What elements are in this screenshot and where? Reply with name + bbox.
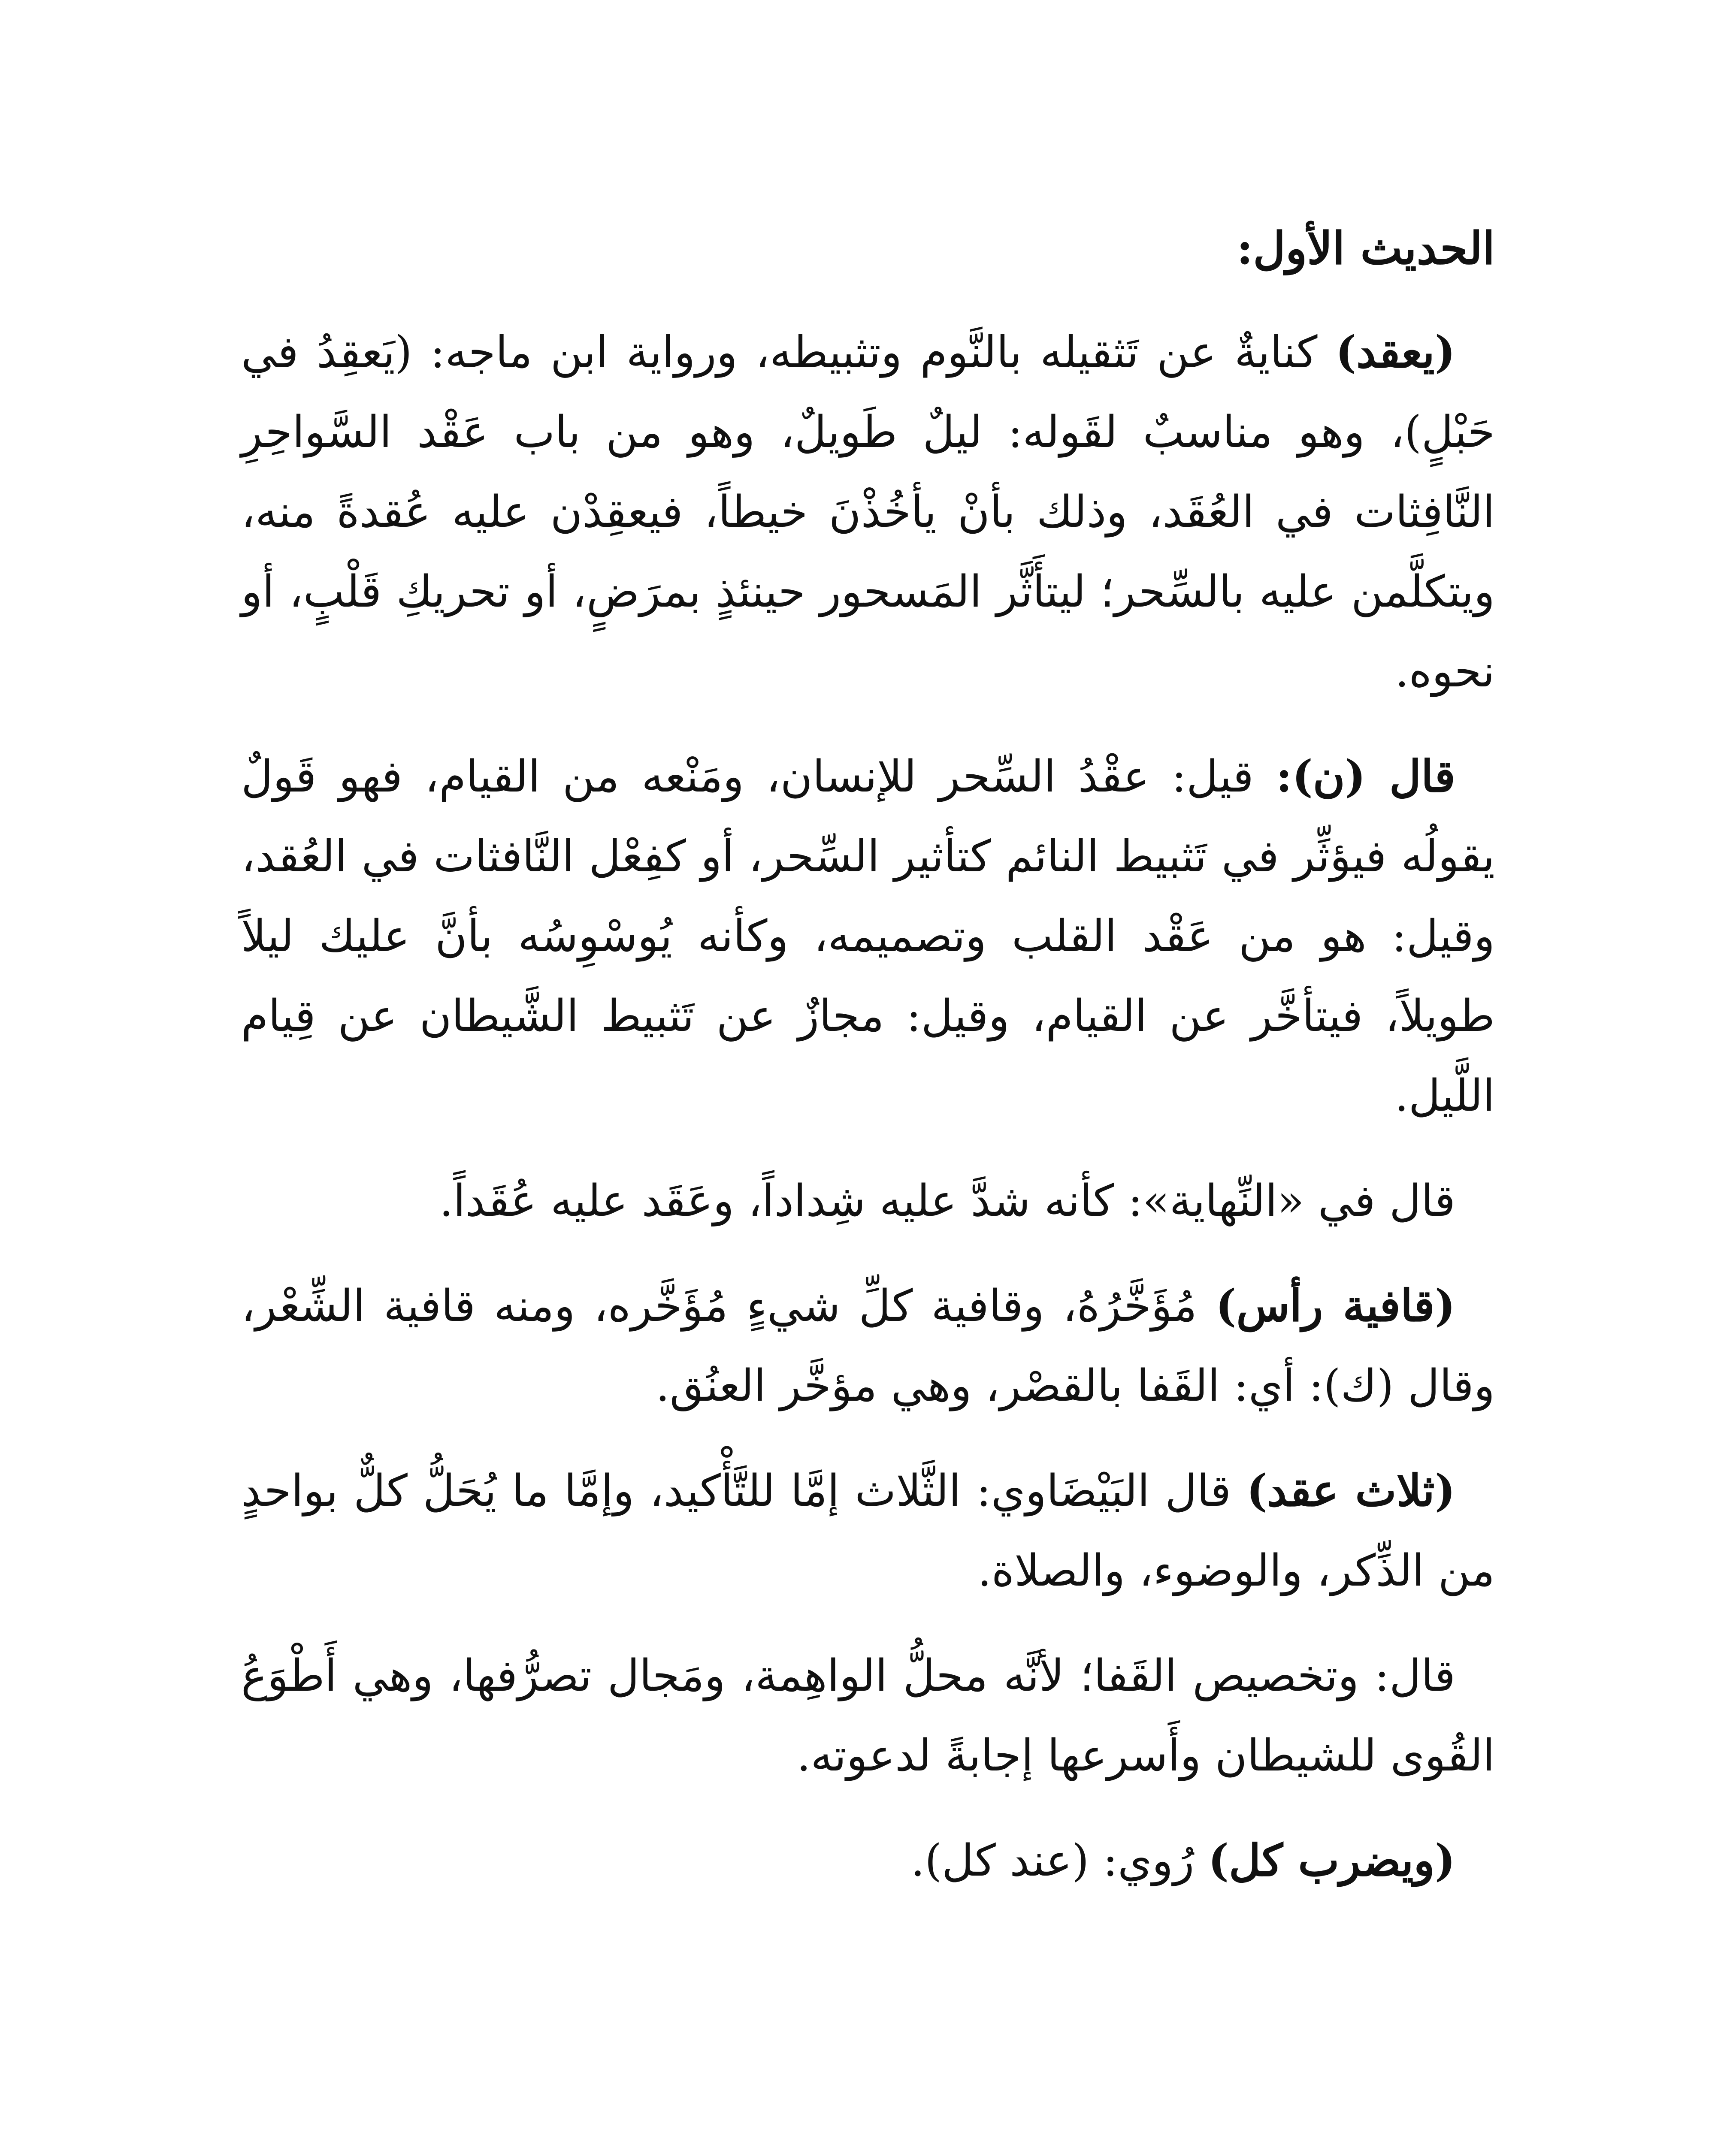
paragraph-lead: (يعقد) — [1335, 326, 1455, 378]
paragraph-text: كنايةٌ عن تَثقيله بالنَّوم وتثبيطه، ورواية ابن ماجه: (يَعقِدُ في حَبْلٍ)، وهو مناسبٌ لقَوله: ليلٌ طَويلٌ، وهو من باب عَقْد السَّواحِرِ النَّافِثات في العُقَد، وذلك بأنْ يأخُذْنَ خيطاً، فيعقِدْن عليه عُقدةً منه، ويتكلَّمن عليه بالسِّحر؛ ليتأَثَّر المَسحور حينئذٍ بمرَضٍ، أو تحريكِ قَلْبٍ، أو نحوه. — [241, 327, 1495, 697]
paragraph-text: مُؤَخَّرُهُ، وقافية كلِّ شيءٍ مُؤَخَّره، ومنه قافية الشِّعْر، وقال (ك): أي: القَفا بالقصْر، وهي مؤخَّر العنُق. — [241, 1281, 1495, 1411]
paragraph-lead: (ويضرب كل) — [1208, 1835, 1455, 1886]
paragraph-text: قيل: عقْدُ السِّحر للإنسان، ومَنْعه من القيام، فهو قَولٌ يقولُه فيؤثِّر في تَثبيط النائم كتأثير السِّحر، أو كفِعْل النَّافثات في العُقد، وقيل: هو من عَقْد القلب وتصميمه، وكأنه يُوسْوِسُه بأنَّ عليك ليلاً طويلاً، فيتأخَّر عن القيام، وقيل: مجازٌ عن تَثبيط الشَّيطان عن قِيام اللَّيل. — [241, 751, 1495, 1121]
paragraph-yaqid — [241, 312, 1495, 712]
paragraph-text: قال البَيْضَاوي: الثَّلاث إمَّا للتَّأْكيد، وإمَّا ما يُحَلُّ كلٌّ بواحدٍ من الذِّكر، والوضوء، والصلاة. — [241, 1465, 1495, 1596]
paragraph-qala-nun — [241, 737, 1495, 1136]
paragraph-text: قال: وتخصيص القَفا؛ لأنَّه محلُّ الواهِمة، ومَجال تصرُّفها، وهي أَطْوَعُ القُوى للشيطان وأَسرعها إجابةً لدعوته. — [241, 1650, 1495, 1781]
paragraph-text: رُوي: (عند كل). — [910, 1835, 1208, 1886]
paragraph-thalath — [241, 1451, 1495, 1611]
section-heading: الحديث الأول: — [1237, 222, 1495, 275]
paragraph-lead: (قافية رأس) — [1216, 1280, 1456, 1332]
main-text — [241, 208, 1495, 1925]
paragraph-lead: (ثلاث عقد) — [1246, 1465, 1455, 1517]
paragraph-yadrib — [241, 1821, 1495, 1901]
paragraph-qafiya — [241, 1266, 1495, 1426]
paragraph-nihaya — [241, 1161, 1495, 1241]
paragraph-text: قال في «النِّهاية»: كأنه شدَّ عليه شِداداً، وعَقَد عليه عُقَداً. — [439, 1175, 1455, 1227]
paragraph-takhsis — [241, 1636, 1495, 1796]
paragraph-lead: قال (ن): — [1276, 751, 1455, 802]
